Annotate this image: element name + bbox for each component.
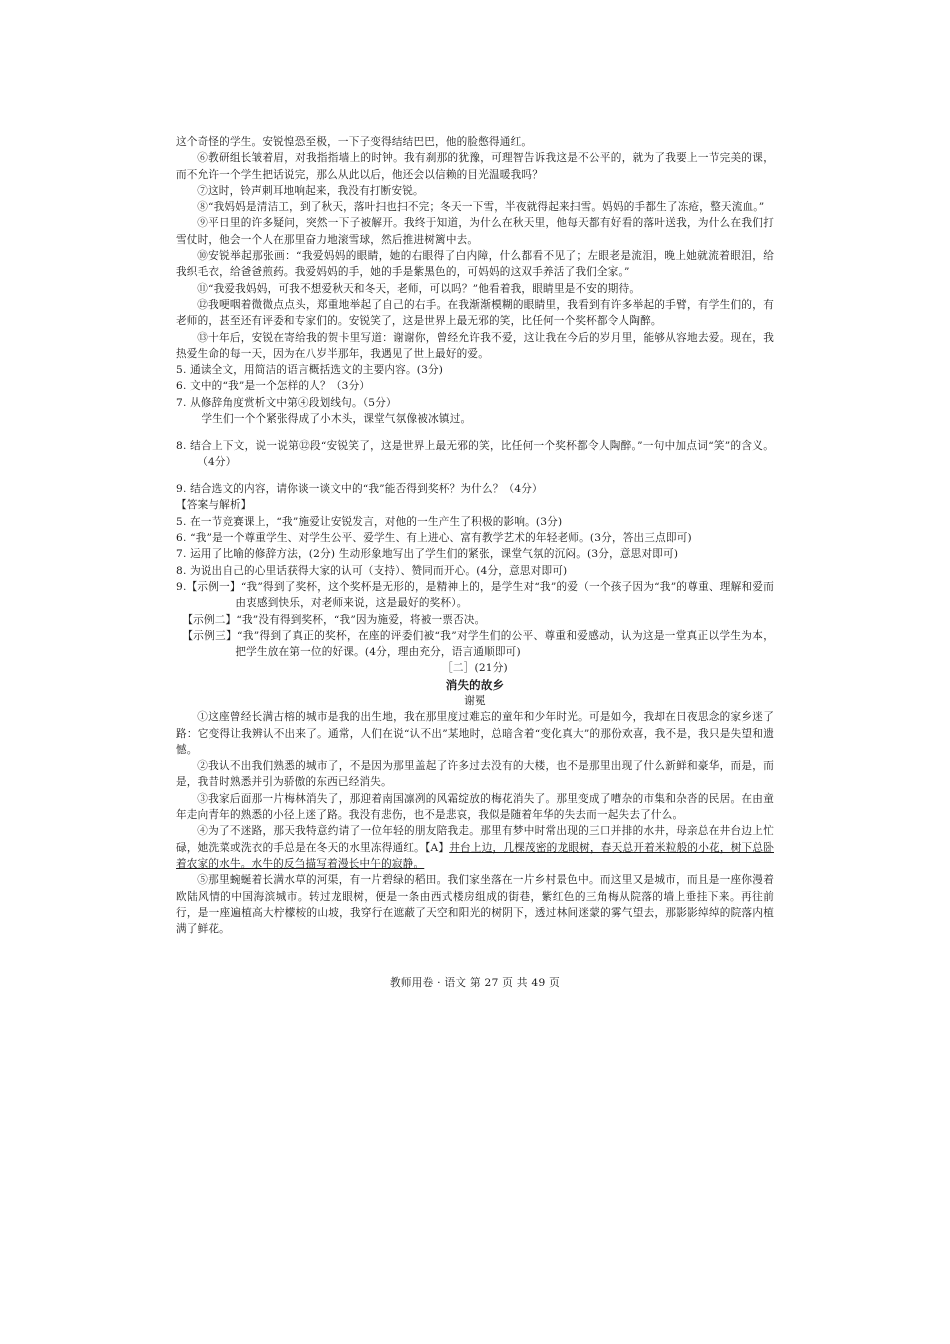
passage-paragraph: ⑪“我爱我妈妈，可我不想爱秋天和冬天，老师，可以吗？”他看着我，眼睛里是不安的期待。 (197, 282, 641, 295)
question-7: 7. 从修辞角度赏析文中第④段划线句。（5分） (176, 396, 397, 409)
page-footer: 教师用卷 · 语文 第 27 页 共 49 页 (389, 977, 561, 989)
passage-paragraph: 这个奇怪的学生。安锐惶恐至极，一下子变得结结巴巴，他的脸憋得通红。 (176, 136, 533, 148)
answer-5: 5. 在一节竞赛课上，“我”施爱让安锐发言，对他的一生产生了积极的影响。(3分) (176, 515, 563, 528)
passage-paragraph: ⑧“我妈妈是清洁工，到了秋天，落叶扫也扫不完；冬天一下雪，半夜就得起来扫雪。妈妈的手都生了冻疮，整天流血。” (197, 201, 765, 214)
passage-paragraph: ⑬十年后，安锐在寄给我的贺卡里写道：谢谢你，曾经允许我不爱，这让我在今后的岁月里，能够从容地去爱。现在，我热爱生命的每一天，因为在八岁半那年，我遇见了世上最好的爱。 (176, 331, 774, 360)
answer-9-example-3: 【示例三】“我”得到了真正的奖杯，在座的评委们被“我”对学生们的公平、尊重和爱感动，认为这是一堂真正以学生为本，把学生放在第一位的好课。(4分，理由充分，语言通顺即可) (182, 629, 774, 659)
page-content (176, 134, 774, 937)
question-9: 9. 结合选文的内容，请你谈一谈文中的“我”能否得到奖杯？为什么？（4分） (176, 483, 543, 496)
underlined-sentence-a: 井台上边，几棵茂密的龙眼树，春天总开着米粒般的小花，树下总卧着农家的水牛。水牛的反刍描写着漫长中午的寂静。 (176, 841, 774, 870)
article-paragraph: ③我家后面那一片梅林消失了，那迎着南国凛冽的风霜绽放的梅花消失了。那里变成了嘈杂的市集和杂沓的民居。在由童年走向青年的熟悉的小径上迷了路。我没有悲伤，也不是悲哀，我似是随着年华的失去而一起失去了什么。 (176, 792, 774, 822)
article-paragraph (176, 823, 774, 872)
passage-paragraph: ⑩安锐举起那张画：“我爱妈妈的眼睛，她的右眼得了白内障，什么都看不见了；左眼老是流泪，晚上她就流着眼泪，给我织毛衣，给爸爸煎药。我爱妈妈的手，她的手是紫黑色的，可妈妈的这双手养活了我们全家。” (176, 250, 774, 279)
section-label: ［二］(21分) (442, 662, 508, 675)
answers-header: 【答案与解析】 (176, 499, 252, 512)
answer-7: 7. 运用了比喻的修辞方法，(2分) 生动形象地写出了学生们的紧张，课堂气氛的沉闷。(3分，意思对即可) (176, 548, 679, 561)
answer-9-example-1: 9.【示例一】“我”得到了奖杯，这个奖杯是无形的，是精神上的，是学生对“我”的爱（一个孩子因为“我”的尊重、理解和爱而由衷感到快乐，对老师来说，这是最好的奖杯）。 (176, 580, 774, 610)
article-title: 消失的故乡 (445, 677, 505, 692)
article-paragraph: ②我认不出我们熟悉的城市了，不是因为那里盖起了许多过去没有的大楼，也不是那里出现了什么新鲜和豪华，而是，而是，我昔时熟悉并引为骄傲的东西已经消失。 (176, 760, 774, 789)
passage-paragraph: ⑫我哽咽着微微点点头，郑重地举起了自己的右手。在我渐渐模糊的眼睛里，我看到有许多举起的手臂，有学生们的，有老师的，甚至还有评委和专家们的。安锐笑了，这是世界上最无邪的笑，比任何一个奖杯都令人陶醉。 (176, 298, 774, 328)
question-6: 6. 文中的“我”是一个怎样的人？（3分） (176, 380, 371, 393)
article-paragraph: ⑤那里蜿蜒着长满水草的河渠，有一片碧绿的稻田。我们家坐落在一片乡村景色中。而这里又是城市，而且是一座你漫着欧陆风情的中国海滨城市。转过龙眼树，便是一条由西式楼房组成的街巷，紫红色的三角梅从院落的墙上垂挂下来。再往前行，是一座遍植高大柠檬桉的山坡，我穿行在遮蔽了天空和阳光的树阴下，透过林间迷蒙的雾气望去，那影影绰绰的院落内植满了鲜花。 (176, 874, 774, 936)
answer-9-example-2: 【示例二】“我”没有得到奖杯，“我”因为施爱，将被一票否决。 (182, 613, 486, 626)
passage-paragraph: ⑥教研组长皱着眉，对我指指墙上的时钟。我有刹那的犹豫，可理智告诉我这是不公平的，就为了我要上一节完美的课，而不允许一个学生把话说完，那么从此以后，他还会以信赖的目光温暖我吗？ (176, 152, 774, 181)
passage-paragraph: ⑦这时，铃声刺耳地响起来，我没有打断安锐。 (197, 184, 424, 197)
question-8: 8. 结合上下文，说一说第⑫段“安锐笑了，这是世界上最无邪的笑，比任何一个奖杯都令人陶醉。”一句中加点词“笑”的含义。（4分） (176, 439, 774, 469)
answer-6: 6. “我”是一个尊重学生、对学生公平、爱学生、有上进心、富有教学艺术的年轻老师。(3分，答出三点即可) (176, 532, 692, 545)
article-paragraph: ①这座曾经长满古榕的城市是我的出生地，我在那里度过难忘的童年和少年时光。可是如今，我却在日夜思念的家乡迷了路：它变得让我辨认不出来了。通常，人们在说“认不出”某地时，总暗含着“变化真大”的那份欢喜，我不是，我只是失望和遗憾。 (176, 711, 774, 756)
answer-8: 8. 为说出自己的心里话获得大家的认可（支持）、赞同而开心。(4分，意思对即可) (176, 564, 568, 577)
question-7-quote: 学生们一个个紧张得成了小木头，课堂气氛像被冰镇过。 (201, 413, 472, 426)
question-5: 5. 通读全文，用简洁的语言概括选文的主要内容。(3分) (176, 364, 444, 377)
passage-paragraph: ⑨平日里的许多疑问，突然一下子被解开。我终于知道，为什么在秋天里，他每天都有好看的落叶送我，为什么在我们打雪仗时，他会一个人在那里奋力地滚雪球，然后推进树篱中去。 (176, 217, 774, 246)
article-paragraph-text: ④为了不迷路，那天我特意约请了一位年轻的朋友陪我走。那里有梦中时常出现的三口并排的水井，母亲总在井台边上忙碌，她洗菜或洗衣的手总是在冬天的水里冻得通红。【A】 (176, 825, 774, 854)
article-author: 谢冕 (464, 694, 486, 707)
